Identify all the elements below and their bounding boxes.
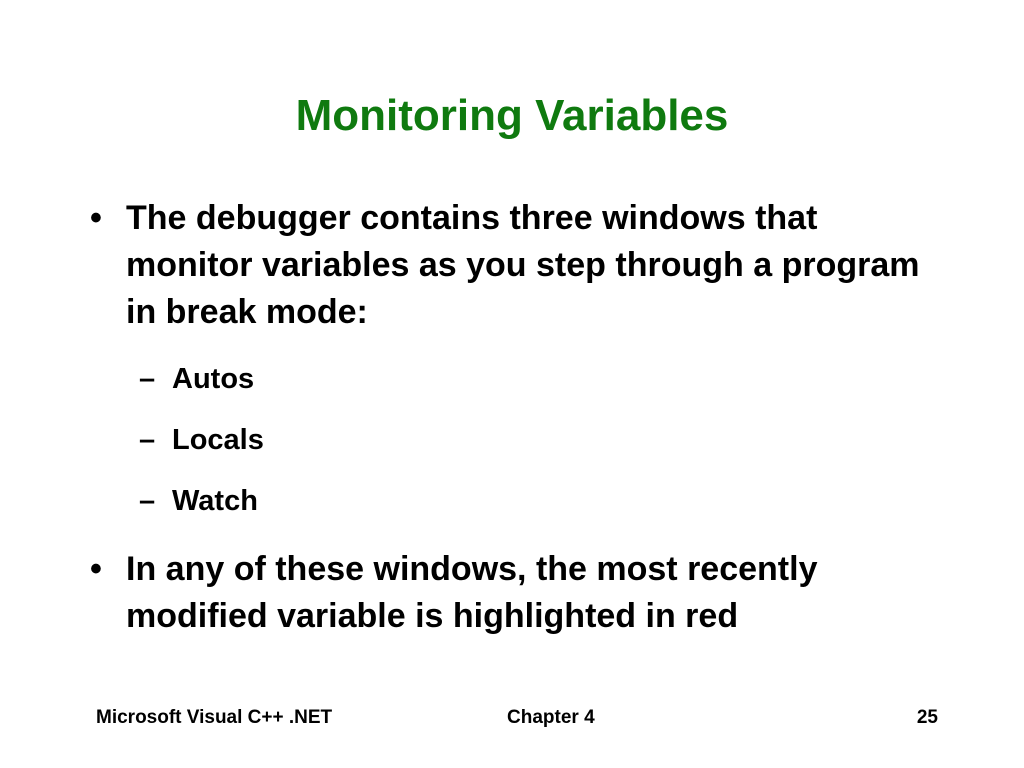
bullet-marker: •: [90, 199, 102, 237]
bullet-marker: •: [90, 550, 102, 588]
bullet-item: [90, 546, 950, 640]
dash-marker: –: [139, 424, 156, 456]
bullet-text: In any of these windows, the most recently modified variable is highlighted in red: [126, 550, 818, 635]
footer-page-number: 25: [916, 707, 938, 728]
dash-marker: –: [139, 485, 156, 517]
sub-bullet-text: Watch: [172, 485, 258, 517]
footer-course-title: Microsoft Visual C++ .NET: [96, 707, 333, 728]
sub-bullet-text: Autos: [172, 363, 255, 395]
sub-bullet-text: Locals: [172, 424, 264, 456]
bullet-text: The debugger contains three windows that monitor variables as you step through a program in break mode:: [126, 199, 920, 331]
sub-bullet-item: [139, 483, 739, 519]
dash-marker: –: [139, 363, 156, 395]
bullet-item: [90, 195, 950, 336]
slide-title: Monitoring Variables: [295, 91, 729, 140]
footer-chapter: Chapter 4: [507, 707, 595, 728]
sub-bullet-item: [139, 361, 739, 397]
sub-bullet-item: [139, 422, 739, 458]
